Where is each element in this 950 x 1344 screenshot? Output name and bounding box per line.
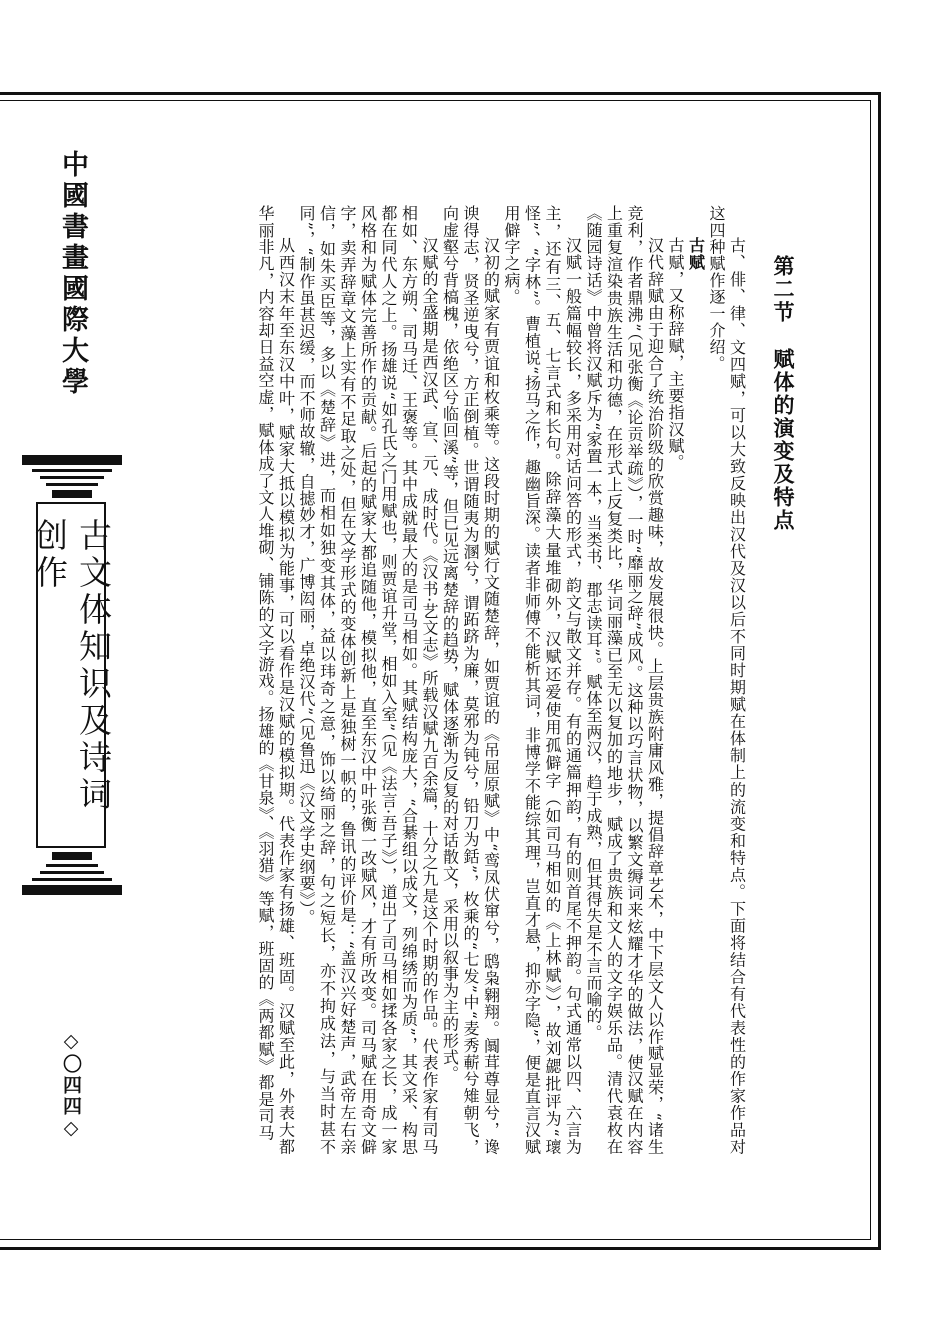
paragraph: 汉赋一般篇幅较长，多采用对话问答的形式，韵文与散文并存。有的通篇押韵，有的则首尾不押韵。句式通常以四、六言为主，还有三、五、七言式和长句。除辞藻大量堆砌外，汉赋还爱使用孤僻字（如司马相如的《上林赋》），故刘勰批评为“瓌怪”、“字林”。曹植说“扬马之作，趣幽旨深。读者非师傅不能析其词，非博学不能综其理，岂直才悬，抑亦字隐”，便是直言汉赋用僻字之病。 bbox=[502, 205, 583, 1155]
paragraph: 汉代辞赋由于迎合了统治阶级的欣赏趣味，故发展很快。上层贵族附庸风雅，提倡辞章艺术，中下层文人以作赋显荣，“诸生竞利，作者鼎沸”（见张衡《论贡举疏》），一时“靡丽之辞”成风。这种以巧言状物，以繁文缛词来炫耀才华的做法，使汉赋在内容上重复渲染贵族生活和功德，在形式上反复类比，华词丽藻已至无以复加的地步，赋成了贵族和文人的文字娱乐品。清代袁枚在《随园诗话》中曾将汉赋斥为“家置一本，当类书、郡志读耳”。赋体至两汉，趋于成熟，但其得失是不言而喻的。 bbox=[584, 205, 665, 1155]
section-number: 第二节 bbox=[771, 255, 795, 324]
book-title: 古文体知识及诗词创作 bbox=[30, 518, 113, 814]
main-text bbox=[168, 205, 793, 1155]
title-ornament-bottom bbox=[22, 852, 122, 898]
book-title-box bbox=[30, 502, 113, 848]
intro-paragraph: 古、俳、律、文四赋，可以大致反映出汉代及汉以后不同时期赋在体制上的流变和特点。下面将结合有代表性的作家作品对这四种赋作逐一介绍。 bbox=[707, 205, 747, 1155]
paragraph: 汉初的赋家有贾谊和枚乘等。这段时期的赋行文随楚辞，如贾谊的《吊屈原赋》中“鸾凤伏窜兮，鸱枭翱翔。阘茸尊显兮，谗谀得志，贤圣逆曳兮，方正倒植。世谓随夷为溷兮，谓跖跻为廉，莫邪为钝兮，铅刀为銛”，枚乘的“七发”中“麦秀蔪兮雉朝飞，向虚壑兮背槁槐，依绝区兮临回溪”等，但已见远离楚辞的趋势，赋体逐渐为反复的对话散文，采用以叙事为主的形式。 bbox=[440, 205, 501, 1155]
paragraph: 汉赋的全盛期是西汉武、宣、元、成时代。《汉书·艺文志》所载汉赋九百余篇，十分之九是这个时期的作品。代表作家有司马相如、东方朔、司马迁、王褒等。其中成就最大的是司马相如。其赋结构庞大，“合綦组以成文，列绵绣而为质”，其文采、构思都在同代人之上。扬雄说“如孔氏之门用赋也，则贾谊升堂，相如入室”（见《法言·吾子》），道出了司马相如揉各家之长，成一家风格和为赋体完善所作的贡献。后起的赋家大都追随他，模拟他，直至东汉中叶张衡一改赋风，才有所改变。司马赋在用奇文僻字，卖弄辞章文藻上实有不足取之处，但在文学形式的变体创新上是独树一帜的，鲁讯的评价是：“盖汉兴好楚声，武帝左右亲信，如朱买臣等，多以《楚辞》进，而相如独变其体，益以玮奇之意，饰以绮丽之辞，句之短长，亦不拘成法，与当时甚不同”，“制作虽甚迟缓，而不师故辙，自摅妙才，广博闳丽，卓绝汉代”（见鲁迅《汉文学史纲要》）。 bbox=[297, 205, 439, 1155]
title-ornament-top bbox=[22, 455, 122, 501]
section-heading: 赋体的演变及特点 bbox=[771, 348, 795, 532]
page-number: ◇〇四四◇ bbox=[60, 1030, 82, 1141]
subheading: 古赋 bbox=[686, 237, 706, 271]
school-name: 中國書畫國際大學 bbox=[57, 150, 88, 398]
paragraph: 从西汉末年至东汉中叶，赋家大抵以模拟为能事，可以看作是汉赋的模拟期。代表作家有扬雄、班固。汉赋至此，外表大都华丽非凡，内容却日益空虚，赋体成了文人堆砌、铺陈的文字游戏。扬雄的《甘泉》、《羽猎》等赋，班固的《两都赋》都是司马 bbox=[256, 205, 296, 1155]
section-title bbox=[773, 205, 794, 1155]
paragraph: 古赋，又称辞赋，主要指汉赋。 bbox=[666, 237, 685, 471]
